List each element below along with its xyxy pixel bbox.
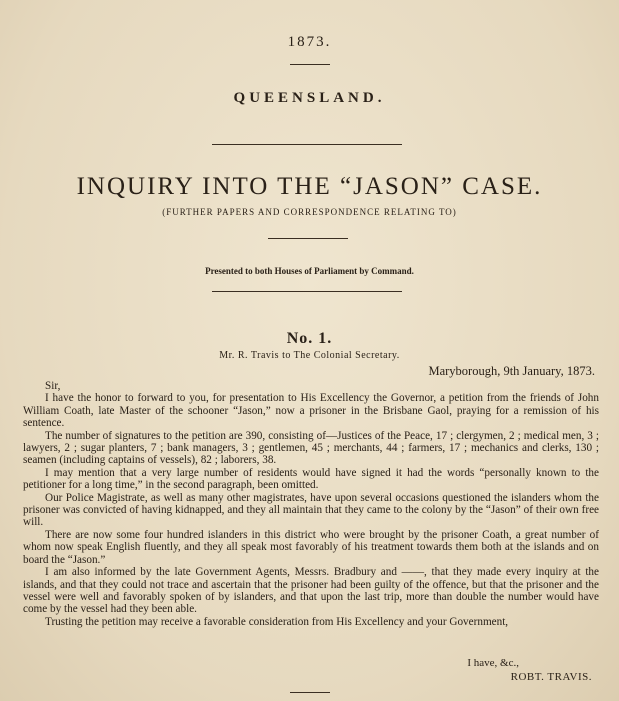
letter-paragraph: Trusting the petition may receive a favorable consideration from His Excellency and your Government, xyxy=(45,615,509,628)
letter-headline: Mr. R. Travis to The Colonial Secretary. xyxy=(219,350,400,361)
state-heading: QUEENSLAND. xyxy=(233,90,386,106)
divider-rule xyxy=(290,64,330,65)
document-year: 1873. xyxy=(287,34,332,50)
letter-paragraph: The number of signatures to the petition are 390, consisting of—Justices of the Peace, 17 ; clergymen, 2 ; medical men, 3 ; lawyers, 2 ; sugar planters, 7 ; bank managers, 3 ; gentlemen, 45 ; merchants, 44 ; farmers, 17 ; mechanics and clerks, 130 ; seamen (including captains of vessels), 82 ; laborers, 38. xyxy=(23,429,599,467)
letter-paragraph: I am also informed by the late Government Agents, Messrs. Bradbury and ——, that they made every inquiry at the islands, and that they could not trace and ascertain that the prisoner had been guilty of the offence, but that the prisoner and the vessel were well and favorably spoken of by islanders, and that upon the last trip, more than double the number would have come by the vessel had they been able. xyxy=(23,566,599,616)
letter-paragraph: Our Police Magistrate, as well as many other magistrates, have upon several occasions questioned the islanders whom the prisoner was convicted of having kidnapped, and they all maintain that they came to the colony by the “Jason” of their own free will. xyxy=(23,491,599,529)
letter-salutation: Sir, xyxy=(45,380,61,392)
document-title: INQUIRY INTO THE “JASON” CASE. xyxy=(76,173,543,200)
letter-place-date: Maryborough, 9th January, 1873. xyxy=(428,364,595,378)
letter-body xyxy=(23,380,599,628)
letter-paragraph: I have the honor to forward to you, for presentation to His Excellency the Governor, a petition from the friends of John William Coath, late Master of the schooner “Jason,” now a prisoner in the Brisbane Gaol, praying for a remission of his sentence. xyxy=(23,392,599,430)
divider-rule xyxy=(212,144,402,145)
letter-closing: I have, &c., xyxy=(467,657,519,669)
letter-number: No. 1. xyxy=(286,330,333,347)
divider-rule xyxy=(212,291,402,292)
letter-paragraph: There are now some four hundred islanders in this district who were brought by the prisoner Coath, a great number of whom now speak English fluently, and they all speak most favorably of his treatment towards them both at the islands and on board the “Jason.” xyxy=(23,528,599,566)
document-subtitle: (FURTHER PAPERS AND CORRESPONDENCE RELATING TO) xyxy=(162,207,457,217)
presented-note: Presented to both Houses of Parliament by Command. xyxy=(205,266,414,276)
letter-signature: ROBT. TRAVIS. xyxy=(510,671,592,683)
letter-paragraph: I may mention that a very large number of residents would have signed it had the words “personally known to the petitioner for a long time,” in the second paragraph, been omitted. xyxy=(23,466,599,492)
divider-rule xyxy=(268,238,348,239)
divider-rule xyxy=(290,692,330,693)
